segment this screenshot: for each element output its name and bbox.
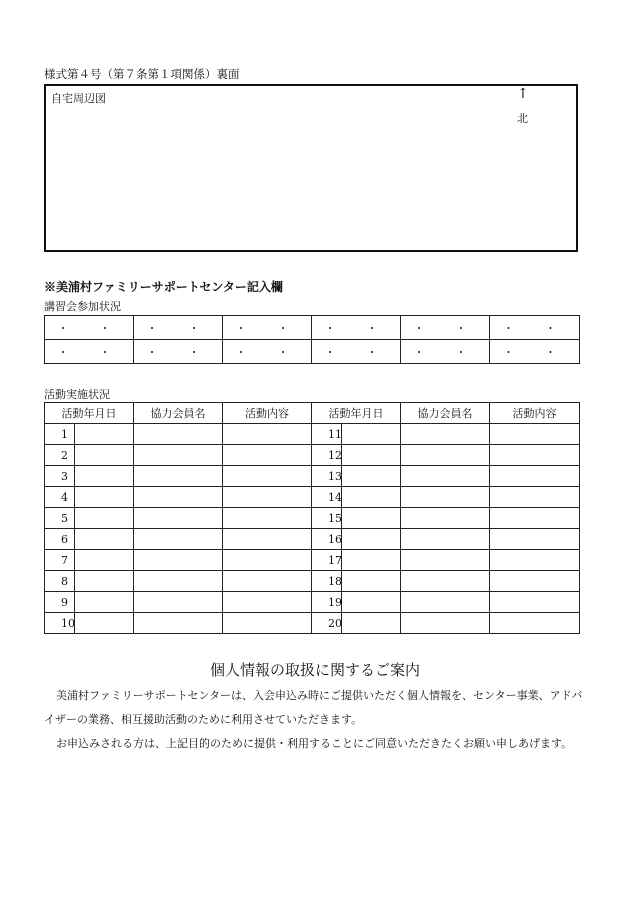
activity-date-cell[interactable] xyxy=(75,550,134,571)
activity-content-header: 活動内容 xyxy=(490,403,580,424)
activity-date-header: 活動年月日 xyxy=(312,403,401,424)
activity-row xyxy=(45,424,580,445)
activity-content-cell[interactable] xyxy=(490,445,580,466)
activity-date-cell[interactable] xyxy=(342,508,401,529)
training-date-cell[interactable]: ・ ・ xyxy=(490,316,580,340)
row-number: 8 xyxy=(45,571,75,592)
training-row xyxy=(45,340,580,364)
activity-content-cell[interactable] xyxy=(223,424,312,445)
activity-content-cell[interactable] xyxy=(490,508,580,529)
row-number: 9 xyxy=(45,592,75,613)
map-title: 自宅周辺図 xyxy=(51,92,106,105)
activity-row xyxy=(45,613,580,634)
privacy-paragraph: お申込みされる方は、上記目的のために提供・利用することにご同意いただきたくお願い申しあげます。 xyxy=(56,737,573,750)
partner-member-cell[interactable] xyxy=(134,508,223,529)
row-number: 15 xyxy=(312,508,342,529)
activity-row xyxy=(45,592,580,613)
row-number: 19 xyxy=(312,592,342,613)
partner-member-cell[interactable] xyxy=(401,466,490,487)
training-date-cell[interactable]: ・ ・ xyxy=(312,316,401,340)
training-date-cell[interactable]: ・ ・ xyxy=(45,316,134,340)
partner-member-cell[interactable] xyxy=(134,592,223,613)
activity-content-cell[interactable] xyxy=(223,487,312,508)
activity-content-cell[interactable] xyxy=(223,529,312,550)
partner-member-cell[interactable] xyxy=(401,529,490,550)
partner-member-cell[interactable] xyxy=(401,613,490,634)
activity-content-cell[interactable] xyxy=(490,529,580,550)
activity-content-cell[interactable] xyxy=(223,445,312,466)
activity-content-cell[interactable] xyxy=(223,508,312,529)
activity-date-cell[interactable] xyxy=(342,613,401,634)
partner-member-cell[interactable] xyxy=(401,592,490,613)
training-status-table xyxy=(44,315,580,364)
activity-date-cell[interactable] xyxy=(342,529,401,550)
row-number: 3 xyxy=(45,466,75,487)
row-number: 20 xyxy=(312,613,342,634)
home-area-map-box xyxy=(44,84,578,252)
activity-date-cell[interactable] xyxy=(342,487,401,508)
activity-content-header: 活動内容 xyxy=(223,403,312,424)
row-number: 6 xyxy=(45,529,75,550)
training-date-cell[interactable]: ・ ・ xyxy=(223,316,312,340)
activity-date-header: 活動年月日 xyxy=(45,403,134,424)
activity-row xyxy=(45,529,580,550)
activity-content-cell[interactable] xyxy=(490,550,580,571)
activity-header-row xyxy=(45,403,580,424)
privacy-notice-title: 個人情報の取扱に関するご案内 xyxy=(209,661,420,679)
activity-content-cell[interactable] xyxy=(223,571,312,592)
activity-content-cell[interactable] xyxy=(223,466,312,487)
activity-date-cell[interactable] xyxy=(75,466,134,487)
activity-content-cell[interactable] xyxy=(490,424,580,445)
training-date-cell[interactable]: ・ ・ xyxy=(134,316,223,340)
activity-content-cell[interactable] xyxy=(490,487,580,508)
activity-status-table xyxy=(44,402,580,634)
activity-row xyxy=(45,550,580,571)
form-header: 様式第４号（第７条第１項関係）裏面 xyxy=(44,67,240,81)
activity-row xyxy=(45,466,580,487)
activity-date-cell[interactable] xyxy=(75,445,134,466)
row-number: 12 xyxy=(312,445,342,466)
activity-date-cell[interactable] xyxy=(342,571,401,592)
activity-content-cell[interactable] xyxy=(223,592,312,613)
partner-member-cell[interactable] xyxy=(401,424,490,445)
partner-member-cell[interactable] xyxy=(401,445,490,466)
partner-member-cell[interactable] xyxy=(401,508,490,529)
activity-status-label: 活動実施状況 xyxy=(44,388,110,401)
partner-member-cell[interactable] xyxy=(134,466,223,487)
activity-date-cell[interactable] xyxy=(75,424,134,445)
row-number: 18 xyxy=(312,571,342,592)
activity-row xyxy=(45,571,580,592)
row-number: 11 xyxy=(312,424,342,445)
activity-date-cell[interactable] xyxy=(75,592,134,613)
activity-row xyxy=(45,508,580,529)
row-number: 4 xyxy=(45,487,75,508)
activity-content-cell[interactable] xyxy=(490,613,580,634)
north-arrow-icon: ↑ xyxy=(517,86,529,102)
training-date-cell[interactable]: ・ ・ xyxy=(223,340,312,364)
activity-date-cell[interactable] xyxy=(342,550,401,571)
partner-member-cell[interactable] xyxy=(134,571,223,592)
privacy-notice-body xyxy=(44,684,584,756)
row-number: 16 xyxy=(312,529,342,550)
activity-content-cell[interactable] xyxy=(223,550,312,571)
training-date-cell[interactable]: ・ ・ xyxy=(490,340,580,364)
training-status-label: 講習会参加状況 xyxy=(44,300,121,313)
partner-member-cell[interactable] xyxy=(134,424,223,445)
activity-content-cell[interactable] xyxy=(490,571,580,592)
activity-row xyxy=(45,487,580,508)
row-number: 10 xyxy=(45,613,75,634)
activity-content-cell[interactable] xyxy=(223,613,312,634)
activity-content-cell[interactable] xyxy=(490,592,580,613)
row-number: 7 xyxy=(45,550,75,571)
partner-member-cell[interactable] xyxy=(134,550,223,571)
activity-date-cell[interactable] xyxy=(75,613,134,634)
activity-date-cell[interactable] xyxy=(342,466,401,487)
row-number: 5 xyxy=(45,508,75,529)
training-date-cell[interactable]: ・ ・ xyxy=(401,316,490,340)
privacy-paragraph: 美浦村ファミリーサポートセンターは、入会申込み時にご提供いただく個人情報を、センター事業、アドバイザーの業務、相互援助活動のために利用させていただきます。 xyxy=(44,689,583,726)
activity-date-cell[interactable] xyxy=(342,592,401,613)
partner-member-cell[interactable] xyxy=(134,487,223,508)
row-number: 13 xyxy=(312,466,342,487)
training-date-cell[interactable]: ・ ・ xyxy=(45,340,134,364)
activity-date-cell[interactable] xyxy=(75,571,134,592)
partner-member-cell[interactable] xyxy=(401,487,490,508)
activity-date-cell[interactable] xyxy=(342,445,401,466)
training-date-cell[interactable]: ・ ・ xyxy=(401,340,490,364)
activity-content-cell[interactable] xyxy=(490,466,580,487)
row-number: 1 xyxy=(45,424,75,445)
partner-member-cell[interactable] xyxy=(134,613,223,634)
partner-member-cell[interactable] xyxy=(401,550,490,571)
partner-member-header: 協力会員名 xyxy=(134,403,223,424)
center-section-title: ※美浦村ファミリーサポートセンター記入欄 xyxy=(44,280,283,294)
activity-date-cell[interactable] xyxy=(75,487,134,508)
partner-member-header: 協力会員名 xyxy=(401,403,490,424)
partner-member-cell[interactable] xyxy=(134,529,223,550)
partner-member-cell[interactable] xyxy=(134,445,223,466)
training-date-cell[interactable]: ・ ・ xyxy=(134,340,223,364)
activity-row xyxy=(45,445,580,466)
activity-date-cell[interactable] xyxy=(75,529,134,550)
north-label: 北 xyxy=(517,112,528,125)
partner-member-cell[interactable] xyxy=(401,571,490,592)
row-number: 17 xyxy=(312,550,342,571)
training-date-cell[interactable]: ・ ・ xyxy=(312,340,401,364)
row-number: 14 xyxy=(312,487,342,508)
activity-date-cell[interactable] xyxy=(75,508,134,529)
row-number: 2 xyxy=(45,445,75,466)
activity-date-cell[interactable] xyxy=(342,424,401,445)
training-row xyxy=(45,316,580,340)
